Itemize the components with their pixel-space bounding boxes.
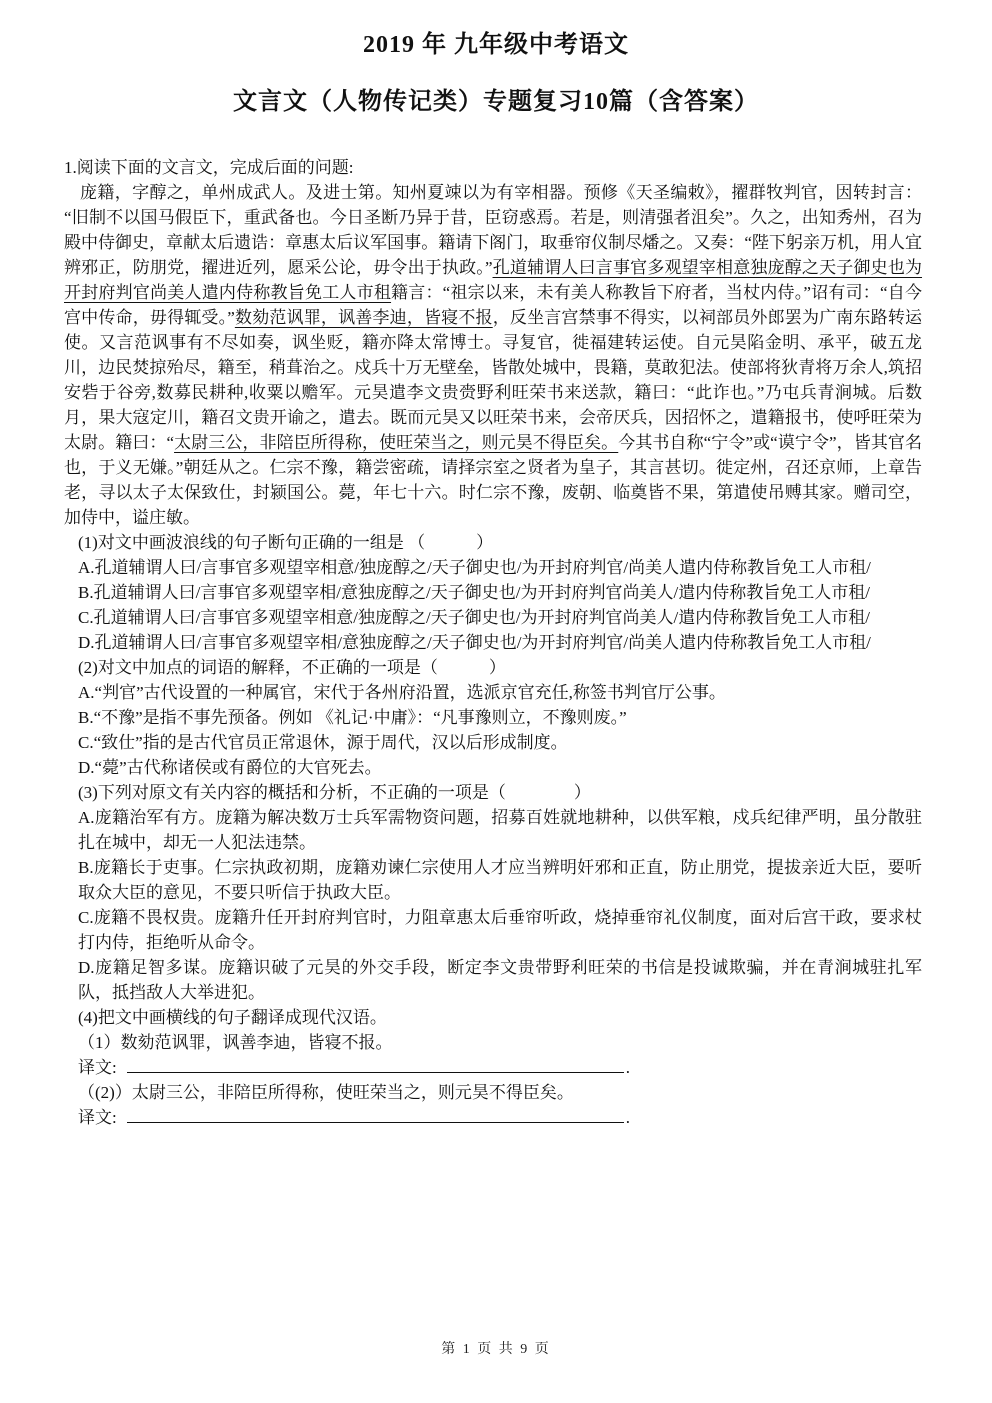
blank-tail-dot: . [625,1108,630,1127]
doc-title-line-2: 文言文（人物传记类）专题复习10篇（含答案） [233,89,759,115]
doc-title-line-1: 2019 年 九年级中考语文 [363,32,629,58]
question-4-stem: (4)把文中画横线的句子翻译成现代汉语。 [78,1008,387,1027]
blank-tail-dot: . [625,1058,630,1077]
question-1 [78,530,922,655]
question-2-option-b: B.“不豫”是指不事先预备。例如 《礼记·中庸》：“凡事豫则立，不豫则废。” [78,708,627,727]
question-1-option-a: A.孔道辅谓人曰/言事官多观望宰相意/独庞醇之/天子御史也/为开封府判官/尚美人遣内侍称教旨免工人市租/ [78,558,871,577]
question-2-option-c: C.“致仕”指的是古代官员正常退休，源于周代，汉以后形成制度。 [78,733,568,752]
page-number-footer: 第 1 页 共 9 页 [441,1342,551,1357]
question-1-option-d: D.孔道辅谓人曰/言事官多观望宰相/意独庞醇之/天子御史也/为开封府判官/尚美人遣内侍称教旨免工人市租/ [78,633,871,652]
question-2-stem: (2)对文中加点的词语的解释，不正确的一项是（ ） [78,658,506,677]
question-2-option-a: A.“判官”古代设置的一种属官，宋代于各州府沿置，选派京官充任,称签书判官厅公事。 [78,683,726,702]
question-3-option-a: A.庞籍治军有方。庞籍为解决数万士兵军需物资问题，招募百姓就地耕种，以供军粮，戍兵纪律严明，虽分散驻扎在城中，却无一人犯法违禁。 [78,808,922,852]
question-3-stem: (3)下列对原文有关内容的概括和分析，不正确的一项是（ ） [78,783,591,802]
question-1-option-b: B.孔道辅谓人曰/言事官多观望宰相/意独庞醇之/天子御史也/为开封府判官尚美人/遣内侍称教旨免工人市租/ [78,583,870,602]
translation-label: 译文: [78,1058,117,1077]
exercise-intro: 1.阅读下面的文言文，完成后面的问题: [64,158,354,177]
document-body [64,155,922,1130]
question-3-option-b: B.庞籍长于吏事。仁宗执政初期，庞籍劝谏仁宗使用人才应当辨明奸邪和正直，防止朋党，提拔亲近大臣，要听取众大臣的意见，不要只听信于执政大臣。 [78,858,922,902]
question-4-sub-1-answer-row [78,1055,922,1080]
question-3-option-c: C.庞籍不畏权贵。庞籍升任开封府判官时，力阻章惠太后垂帘听政，烧掉垂帘礼仪制度，面对后宫干政，要求杖打内侍，拒绝听从命令。 [78,908,922,952]
question-4-sub-1-prompt: （1）数劾范讽罪，讽善李迪，皆寝不报。 [78,1033,393,1052]
questions-area [78,530,922,1130]
translation-label: 译文: [78,1108,117,1127]
question-2-option-d: D.“薨”古代称诸侯或有爵位的大官死去。 [78,758,382,777]
question-1-option-c: C.孔道辅谓人曰/言事官多观望宰相意/独庞醇之/天子御史也/为开封府判官尚美人/遣内侍称教旨免工人市租/ [78,608,870,627]
document-header [0,0,992,117]
question-4-sub-2-answer-row [78,1105,922,1130]
question-2 [78,655,922,780]
question-1-stem: (1)对文中画波浪线的句子断句正确的一组是 （ ） [78,533,494,552]
answer-blank-line [127,1057,624,1073]
answer-blank-line [127,1107,624,1123]
question-3-option-d: D.庞籍足智多谋。庞籍识破了元昊的外交手段，断定李文贵带野利旺荣的书信是投诚欺骗，并在青涧城驻扎军队，抵挡敌人大举进犯。 [78,958,922,1002]
question-4-sub-2-prompt: （(2)）太尉三公，非陪臣所得称，使旺荣当之，则元昊不得臣矣。 [78,1083,574,1102]
question-4 [78,1005,922,1130]
classical-passage: 庞籍，字醇之，单州成武人。及进士第。知州夏竦以为有宰相器。预修《天圣编敕》，擢群牧判官，因转封言：“旧制不以国马假臣下，重武备也。今日圣断乃异于昔，臣窃惑焉。若是，则清强者沮矣”。久之，出知秀州，召为殿中侍御史，章献太后遗诰：章惠太后议军国事。籍请下阁门，取垂帘仪制尽燔之。又奏：“陛下躬亲万机，用人宜辨邪正，防朋党，擢进近列，愿采公论，毋令出于执政。”孔道辅谓人曰言事官多观望宰相意独庞醇之天子御史也为开封府判官尚美人遣内侍称教旨免工人市租籍言：“祖宗以来，未有美人称教旨下府者，当杖内侍。”诏有司：“自今宫中传命，毋得辄受。”数劾范讽罪，讽善李迪，皆寝不报，反坐言宫禁事不得实，以祠部员外郎罢为广南东路转运使。又言范讽事有不尽如奏，讽坐贬，籍亦降太常博士。寻复官，徙福建转运使。自元昊陷金明、承平，破五龙川，边民焚掠殆尽，籍至，稍葺治之。戍兵十万无壁垒，皆散处城中，畏籍，莫敢犯法。使部将狄青将万余人,筑招安砦于谷旁,数募民耕种,收粟以赡军。元昊遣李文贵赍野利旺荣书来送款，籍曰：“此诈也。”乃屯兵青涧城。后数月，果大寇定川，籍召文贵开谕之，遣去。既而元昊又以旺荣书来，会帝厌兵，因招怀之，遣籍报书，使呼旺荣为太尉。籍曰：“太尉三公，非陪臣所得称，使旺荣当之，则元昊不得臣矣。今其书自称“宁令”或“谟宁令”，皆其官名也，于义无嫌。”朝廷从之。仁宗不豫，籍尝密疏，请择宗室之贤者为皇子，其言甚切。徙定州，召还京师，上章告老，寻以太子太保致仕，封颍国公。薨，年七十六。时仁宗不豫，废朝、临奠皆不果，第遣使吊赙其家。赠司空，加侍中，谥庄敏。 [64,183,923,527]
question-3 [78,780,922,1005]
